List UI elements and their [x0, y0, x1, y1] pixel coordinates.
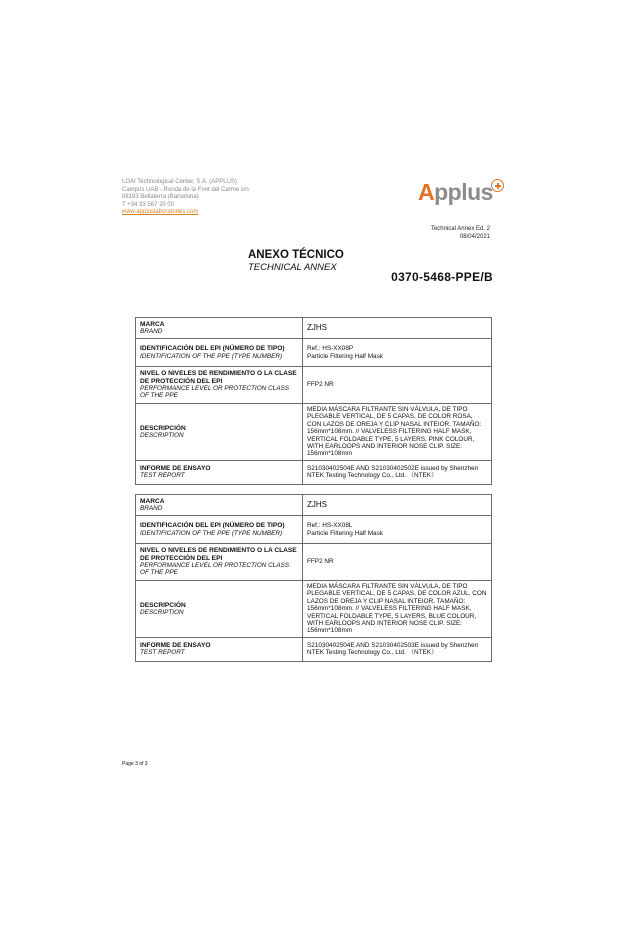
- report-value: S21030402504E AND S21030402503E issued by Shenzhen NTEK Testing Technology Co., Ltd. （NTEK）: [303, 637, 492, 661]
- id-label: IDENTIFICACIÓN DEL EPI (NÚMERO DE TIPO) IDENTIFICATION OF THE PPE (TYPE NUMBER): [136, 516, 303, 544]
- level-label: NIVEL O NIVELES DE RENDIMIENTO O LA CLASE DE PROTECCIÓN DEL EPI PERFORMANCE LEVEL OR PROTECTION CLASS OF THE PPE: [136, 544, 303, 581]
- edition-date: 08/04/2021: [459, 233, 490, 240]
- address-line: T +34 93 567 20 00: [122, 201, 175, 208]
- address-line: Campus UAB - Ronda de la Font del Carme s/n: [122, 186, 249, 193]
- table-row: [136, 460, 492, 484]
- id-value: Ref.: HS-XX08P Particle Filtering Half Mask: [303, 339, 492, 367]
- edition-info: [431, 226, 490, 241]
- level-value: FFP2 NR: [303, 367, 492, 404]
- document-number: 0370-5468-PPE/B: [391, 270, 493, 284]
- description-value: MEDIA MÁSCARA FILTRANTE SIN VÁLVULA, DE TIPO PLEGABLE VERTICAL, DE 5 CAPAS, DE COLOR ROSA, CON LAZOS DE OREJA Y CLIP NASAL INTEIOR. TAMAÑO: 156mm*108mm. // VALVELESS FILTERING HALF MASK, VERTICAL FOLDABLE TYPE, 5 LAYERS, PINK COLOUR, WITH EARLOOPS AND INTERIOR NOSE CLIP. SIZE: 156mm*108mm: [303, 404, 492, 461]
- annex-table-1: [135, 317, 492, 485]
- page-title: ANEXO TÉCNICO: [248, 249, 344, 261]
- report-label: INFORME DE ENSAYO TEST REPORT: [136, 637, 303, 661]
- table-row: [136, 404, 492, 461]
- brand-label: MARCA BRAND: [136, 495, 303, 516]
- table-row: [136, 544, 492, 581]
- table-row: [136, 367, 492, 404]
- edition-label: Technical Annex Ed. 2: [430, 226, 490, 232]
- report-value: S21030402504E AND S21030402502E issued by Shenzhen NTEK Testing Technology Co., Ltd. （NTEK）: [303, 460, 492, 484]
- table-row: [136, 516, 492, 544]
- table-row: [136, 495, 492, 516]
- company-address: [122, 179, 322, 217]
- table-row: [136, 339, 492, 367]
- table-row: [136, 637, 492, 661]
- applus-logo: [418, 179, 504, 209]
- report-label: INFORME DE ENSAYO TEST REPORT: [136, 460, 303, 484]
- description-label: DESCRIPCIÓN DESCRIPTION: [136, 581, 303, 638]
- annex-table-2: [135, 494, 492, 662]
- logo-wordmark: Applus: [418, 179, 493, 205]
- website-link[interactable]: www.appluslaboratories.com: [122, 209, 199, 216]
- page-number: Page 3 of 3: [122, 761, 148, 767]
- brand-value: ZJHS: [303, 495, 492, 516]
- id-label: IDENTIFICACIÓN DEL EPI (NÚMERO DE TIPO) IDENTIFICATION OF THE PPE (TYPE NUMBER): [136, 339, 303, 367]
- level-label: NIVEL O NIVELES DE RENDIMIENTO O LA CLASE DE PROTECCIÓN DEL EPI PERFORMANCE LEVEL OR PROTECTION CLASS OF THE PPE: [136, 367, 303, 404]
- plus-circle-icon: [491, 179, 504, 192]
- level-value: FFP2 NR: [303, 544, 492, 581]
- table-row: [136, 581, 492, 638]
- id-value: Ref.: HS-XX08L Particle Filtering Half Mask: [303, 516, 492, 544]
- description-label: DESCRIPCIÓN DESCRIPTION: [136, 404, 303, 461]
- description-value: MEDIA MÁSCARA FILTRANTE SIN VÁLVULA, DE TIPO PLEGABLE VERTICAL, DE 5 CAPAS, DE COLOR AZUL, CON LAZOS DE OREJA Y CLIP NASAL INTEIOR. TAMAÑO: 156mm*108mm. // VALVELESS FILTERING HALF MASK, VERTICAL FOLDABLE TYPE, 5 LAYERS, BLUE COLOUR, WITH EARLOOPS AND INTERIOR NOSE CLIP. SIZE: 156mm*108mm: [303, 581, 492, 638]
- brand-label: MARCA BRAND: [136, 318, 303, 339]
- table-row: [136, 318, 492, 339]
- address-line: LGAI Technological Center, S.A. (APPLUS): [122, 179, 237, 185]
- address-line: 08193 Bellaterra (Barcelona): [122, 194, 199, 201]
- brand-value: ZJHS: [303, 318, 492, 339]
- page-subtitle: TECHNICAL ANNEX: [248, 262, 337, 273]
